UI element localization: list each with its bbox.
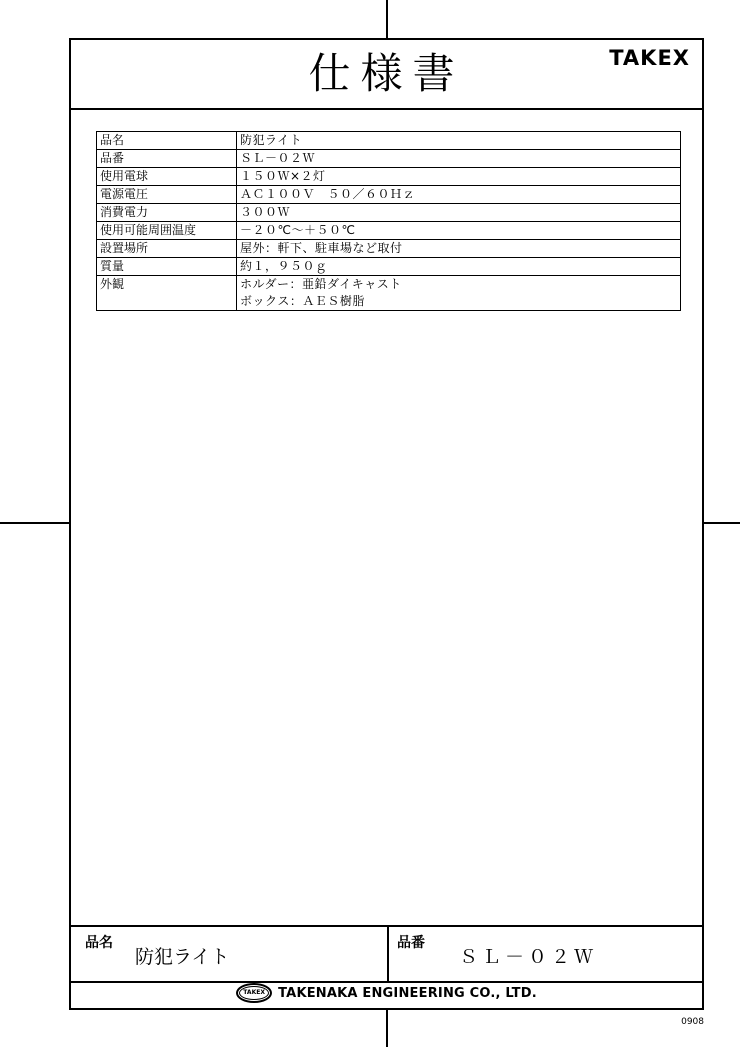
title-band xyxy=(71,40,702,110)
spec-label: 使用可能周囲温度 xyxy=(97,222,237,240)
product-name-label: 品名 xyxy=(85,935,113,951)
takex-logo-icon xyxy=(236,983,272,1003)
spec-value: ３００Ｗ xyxy=(237,204,681,222)
footer-info xyxy=(71,925,702,983)
spec-value-multiline xyxy=(237,276,681,311)
company-name: TAKENAKA ENGINEERING CO., LTD. xyxy=(278,985,537,1001)
spec-label: 電源電圧 xyxy=(97,186,237,204)
spec-label: 品名 xyxy=(97,132,237,150)
spec-value: ＡＣ１００Ｖ ５０／６０Ｈｚ xyxy=(237,186,681,204)
product-code-value: ＳＬ－０２Ｗ xyxy=(459,946,598,968)
logo-text: TAKEX xyxy=(239,986,269,1000)
table-row xyxy=(97,150,681,168)
table-row xyxy=(97,168,681,186)
spec-label: 設置場所 xyxy=(97,240,237,258)
product-code-label: 品番 xyxy=(397,935,425,951)
table-row xyxy=(97,258,681,276)
crop-mark-right xyxy=(704,522,740,524)
brand-logo: TAKEX xyxy=(609,46,690,70)
table-row xyxy=(97,240,681,258)
spec-label: 外観 xyxy=(97,276,237,311)
spec-value-line2: ボックス：ＡＥＳ樹脂 xyxy=(240,294,365,308)
table-row xyxy=(97,276,681,311)
company-footer xyxy=(71,978,702,1008)
product-name-value: 防犯ライト xyxy=(135,946,230,968)
spec-value: ＳＬ－０２Ｗ xyxy=(237,150,681,168)
spec-sheet-frame xyxy=(69,38,704,1010)
spec-label: 消費電力 xyxy=(97,204,237,222)
spec-value: ホルダー：亜鉛ダイキャスト xyxy=(240,277,402,291)
spec-value: １５０Ｗ×２灯 xyxy=(237,168,681,186)
page-title: 仕様書 xyxy=(308,49,465,98)
crop-mark-top xyxy=(386,0,388,38)
crop-mark-bottom xyxy=(386,1010,388,1047)
crop-mark-left xyxy=(0,522,69,524)
spec-label: 使用電球 xyxy=(97,168,237,186)
footer-divider xyxy=(387,927,389,981)
spec-value: 防犯ライト xyxy=(237,132,681,150)
spec-label: 品番 xyxy=(97,150,237,168)
spec-value: －２０℃～＋５０℃ xyxy=(237,222,681,240)
spec-label: 質量 xyxy=(97,258,237,276)
spec-value: 約１，９５０ｇ xyxy=(237,258,681,276)
spec-value: 屋外：軒下、駐車場など取付 xyxy=(237,240,681,258)
table-row xyxy=(97,132,681,150)
spec-table xyxy=(96,131,681,311)
document-number: 0908 xyxy=(681,1017,704,1027)
table-row xyxy=(97,222,681,240)
table-row xyxy=(97,204,681,222)
table-row xyxy=(97,186,681,204)
